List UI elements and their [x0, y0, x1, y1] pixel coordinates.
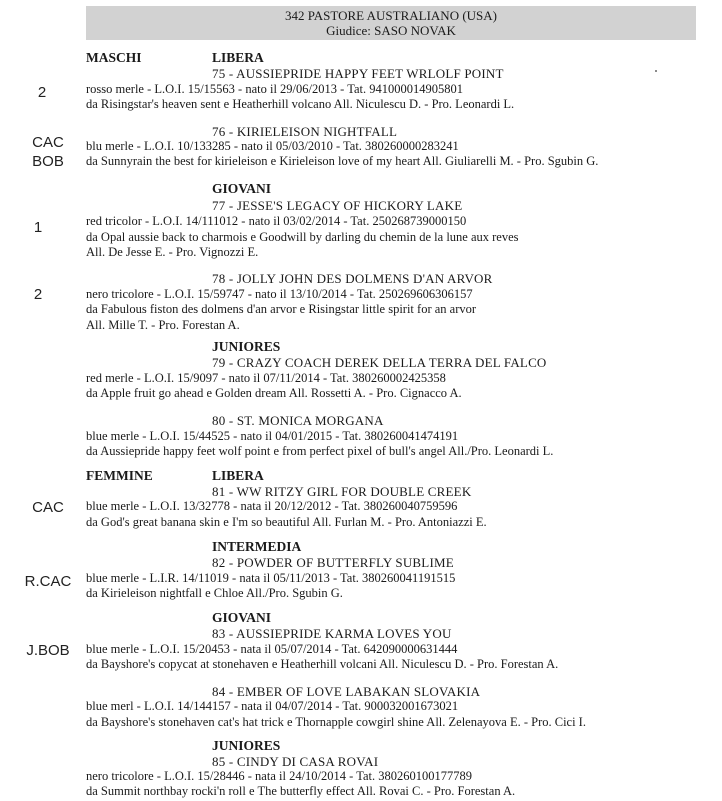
- entry-title: 76 - KIRIELEISON NIGHTFALL: [212, 124, 398, 139]
- entry-line: da Kirieleison nightfall e Chloe All./Pro. Sgubin G.: [86, 586, 343, 600]
- entry-line: da Opal aussie back to charmois e Goodwill by darling du chemin de la lune aux reves: [86, 230, 519, 244]
- entry-line: da Bayshore's stonehaven cat's hat trick e Thornapple cowgirl shine All. Zelenayova E. - Pro. Cici I.: [86, 715, 586, 729]
- entry-title: 81 - WW RITZY GIRL FOR DOUBLE CREEK: [212, 484, 472, 499]
- entry-line: da Summit northbay rocki'n roll e The butterfly effect All. Rovai C. - Pro. Forestan A.: [86, 784, 516, 798]
- entry-title: 83 - AUSSIEPRIDE KARMA LOVES YOU: [212, 626, 452, 641]
- entry-line: nero tricolore - L.O.I. 15/28446 - nata il 24/10/2014 - Tat. 380260100177789: [86, 769, 472, 783]
- entry-line: rosso merle - L.O.I. 15/15563 - nato il 29/06/2013 - Tat. 941000014905801: [86, 82, 463, 96]
- entry-line: nero tricolore - L.O.I. 15/59747 - nato il 13/10/2014 - Tat. 250269606306157: [86, 287, 473, 301]
- breed-header: [86, 6, 696, 40]
- entry-line: blue merle - L.O.I. 13/32778 - nata il 20/12/2012 - Tat. 380260040759596: [86, 499, 458, 513]
- result-76-cac: CAC: [32, 134, 64, 151]
- section-giovani-maschi: GIOVANI: [212, 181, 272, 196]
- result-75: 2: [37, 84, 47, 101]
- entry-title: 75 - AUSSIEPRIDE HAPPY FEET WRLOLF POINT: [212, 66, 504, 81]
- entry-line: da Fabulous fiston des dolmens d'an arvor e Risingstar little spirit for an arvor: [86, 302, 477, 316]
- section-juniores-femmine: JUNIORES: [212, 738, 281, 753]
- result-81: CAC: [32, 499, 64, 516]
- entry-line: blue merle - L.O.I. 15/44525 - nato il 04/01/2015 - Tat. 380260041474191: [86, 429, 459, 443]
- section-libera-maschi: LIBERA: [212, 50, 264, 65]
- section-libera-femmine: LIBERA: [212, 468, 264, 483]
- entry-line: red merle - L.O.I. 15/9097 - nato il 07/11/2014 - Tat. 380260002425358: [86, 371, 446, 385]
- entry-line: blue merle - L.I.R. 14/11019 - nata il 05/11/2013 - Tat. 380260041191515: [86, 571, 456, 585]
- entry-title: 82 - POWDER OF BUTTERFLY SUBLIME: [212, 555, 454, 570]
- entry-line: da Apple fruit go ahead e Golden dream All. Rossetti A. - Pro. Cignacco A.: [86, 386, 462, 400]
- section-intermedia-femmine: INTERMEDIA: [212, 539, 302, 554]
- entry-line: da Risingstar's heaven sent e Heatherhill volcano All. Niculescu D. - Pro. Leonardi L.: [86, 97, 515, 111]
- speck: [655, 70, 657, 72]
- section-femmine: FEMMINE: [86, 468, 153, 483]
- judge-name: Giudice: SASO NOVAK: [326, 23, 456, 38]
- entry-title: 85 - CINDY DI CASA ROVAI: [212, 754, 379, 769]
- entry-line: All. De Jesse E. - Pro. Vignozzi E.: [86, 245, 259, 259]
- entry-title: 78 - JOLLY JOHN DES DOLMENS D'AN ARVOR: [212, 271, 493, 286]
- entry-title: 77 - JESSE'S LEGACY OF HICKORY LAKE: [212, 198, 463, 213]
- entry-line: red tricolor - L.O.I. 14/111012 - nato il 03/02/2014 - Tat. 250268739000150: [86, 214, 467, 228]
- entry-line: blu merle - L.O.I. 10/133285 - nato il 05/03/2010 - Tat. 380260000283241: [86, 139, 459, 153]
- entry-line: blue merl - L.O.I. 14/144157 - nata il 04/07/2014 - Tat. 900032001673021: [86, 699, 459, 713]
- result-78: 2: [33, 286, 43, 303]
- entry-line: da Aussiepride happy feet wolf point e from perfect pixel of bull's angel All./Pro. Leonardi L.: [86, 444, 554, 458]
- result-77: 1: [33, 219, 43, 236]
- section-giovani-femmine: GIOVANI: [212, 610, 272, 625]
- entry-line: blue merle - L.O.I. 15/20453 - nata il 05/07/2014 - Tat. 642090000631444: [86, 642, 458, 656]
- entry-title: 80 - ST. MONICA MORGANA: [212, 413, 384, 428]
- section-maschi: MASCHI: [86, 50, 142, 65]
- entry-line: da God's great banana skin e I'm so beautiful All. Furlan M. - Pro. Antoniazzi E.: [86, 515, 487, 529]
- entry-line: da Sunnyrain the best for kirieleison e Kirieleison love of my heart All. Giuliarelli M. - Pro. Sgubin G.: [86, 154, 599, 168]
- entry-line: All. Mille T. - Pro. Forestan A.: [86, 318, 240, 332]
- entry-title: 79 - CRAZY COACH DEREK DELLA TERRA DEL FALCO: [212, 355, 547, 370]
- entry-title: 84 - EMBER OF LOVE LABAKAN SLOVAKIA: [212, 684, 481, 699]
- result-76-bob: BOB: [32, 153, 64, 170]
- section-juniores-maschi: JUNIORES: [212, 339, 281, 354]
- breed-title: 342 PASTORE AUSTRALIANO (USA): [285, 8, 497, 23]
- entry-line: da Bayshore's copycat at stonehaven e Heatherhill volcani All. Niculescu D. - Pro. Forestan A.: [86, 657, 559, 671]
- result-82: R.CAC: [24, 573, 72, 590]
- result-83: J.BOB: [26, 642, 70, 659]
